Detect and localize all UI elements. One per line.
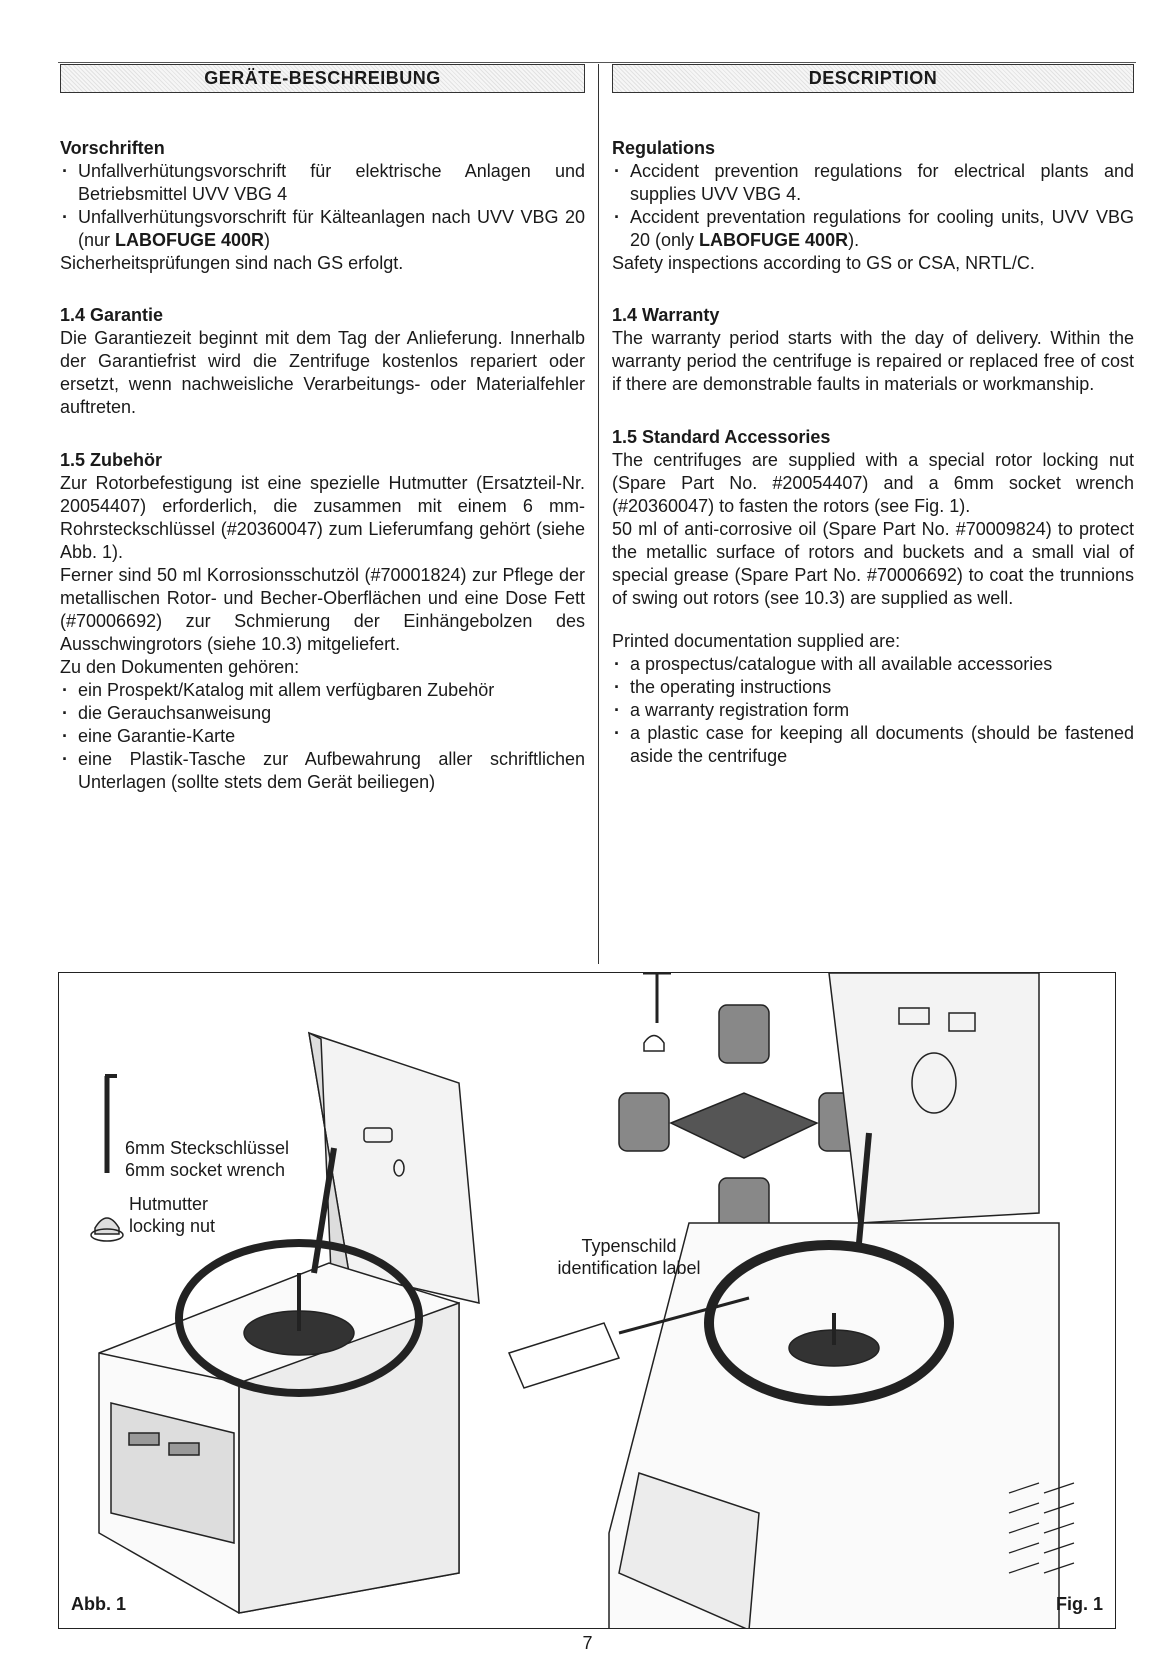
- en-doc-item: · a prospectus/catalogue with all available accessories: [612, 653, 1134, 676]
- de-accessories-title: 1.5 Zubehör: [60, 450, 163, 470]
- de-doc-item: · eine Plastik-Tasche zur Aufbewahrung aller schriftlichen Unterlagen (sollte stets dem Gerät beiliegen): [60, 748, 585, 794]
- top-rule: [58, 62, 1136, 63]
- en-docs-title: Printed documentation supplied are:: [612, 631, 901, 651]
- de-doc-item: · ein Prospekt/Katalog mit allem verfügbaren Zubehör: [60, 679, 585, 702]
- english-header: [612, 64, 1134, 93]
- en-accessories-title: 1.5 Standard Accessories: [612, 427, 831, 447]
- german-column: [60, 64, 585, 794]
- de-regulations-list: [60, 160, 585, 252]
- de-docs-list: [60, 679, 585, 794]
- swing-rotor: [671, 1093, 817, 1158]
- column-divider: [598, 64, 599, 964]
- german-header-text: GERÄTE-BESCHREIBUNG: [204, 68, 441, 88]
- centrifuge-figure: [58, 972, 1116, 1629]
- de-warranty-title: 1.4 Garantie: [60, 305, 164, 325]
- de-regulation-item: · Unfallverhütungsvorschrift für Kälteanlagen nach UVV VBG 20 (nur LABOFUGE 400R): [60, 206, 585, 252]
- en-regulations-title: Regulations: [612, 138, 716, 158]
- english-header-text: DESCRIPTION: [808, 68, 938, 88]
- de-doc-item: · die Gerauchsanweisung: [60, 702, 585, 725]
- de-safety-note: Sicherheitsprüfungen sind nach GS erfolgt.: [60, 253, 404, 273]
- en-regulation-item: · Accident preventation regulations for cooling units, UVV VBG 20 (only LABOFUGE 400R).: [612, 206, 1134, 252]
- en-docs-list: [612, 653, 1134, 768]
- de-regulations-title: Vorschriften: [60, 138, 165, 158]
- en-accessories-paragraph: 50 ml of anti-corrosive oil (Spare Part No. #70009824) to protect the metallic surface of rotors and buckets and a small vial of special grease (Spare Part No. #70006692) to coat the trunnions of swing out rotors (see 10.3) are supplied as well.: [612, 519, 1134, 608]
- en-doc-item: · the operating instructions: [612, 676, 1134, 699]
- en-warranty-title: 1.4 Warranty: [612, 305, 720, 325]
- english-column: [612, 64, 1134, 768]
- en-doc-item: · a plastic case for keeping all documents (should be fastened aside the centrifuge: [612, 722, 1134, 768]
- nut-caption: Hutmutter locking nut: [129, 1194, 216, 1236]
- typelabel-caption: Typenschild identification label: [557, 1236, 701, 1278]
- en-regulations-list: [612, 160, 1134, 252]
- en-regulation-item: · Accident prevention regulations for electrical plants and supplies UVV VBG 4.: [612, 160, 1134, 206]
- en-doc-item: · a warranty registration form: [612, 699, 1134, 722]
- figure-label-en: Fig. 1: [1055, 1594, 1103, 1614]
- en-accessories-paragraph: The centrifuges are supplied with a special rotor locking nut (Spare Part No. #20054407) and a 6mm socket wrench (#20360047) to fasten the rotors (see Fig. 1).: [612, 450, 1134, 516]
- de-accessories-paragraph: Ferner sind 50 ml Korrosionsschutzöl (#70001824) zur Pflege der metallischen Rotor- und Becher-Oberflächen und eine Dose Fett (#70006692) zur Schmierung der Einhängebolzen des Ausschwingrotors (siehe 10.3) mitgeliefert.: [60, 565, 585, 654]
- de-accessories-paragraph: Zur Rotorbefestigung ist eine spezielle Hutmutter (Ersatzteil-Nr. 20054407) erforderlich, die zusammen mit einem 6 mm-Rohrsteckschlüssel (#20360047) zum Lieferumfang gehört (siehe Abb. 1).: [60, 473, 585, 562]
- en-safety-note: Safety inspections according to GS or CSA, NRTL/C.: [612, 253, 1035, 273]
- de-docs-title: Zu den Dokumenten gehören:: [60, 657, 300, 677]
- identification-label-card: [509, 1323, 619, 1388]
- model-name: LABOFUGE 400R: [115, 230, 265, 250]
- centrifuge-illustration: [59, 973, 1116, 1629]
- en-warranty-text: The warranty period starts with the day of delivery. Within the warranty period the centrifuge is repaired or replaced free of cost if there are demonstrable faults in materials or workmanship.: [612, 328, 1134, 394]
- de-doc-item: · eine Garantie-Karte: [60, 725, 585, 748]
- figure-label-de: Abb. 1: [71, 1594, 127, 1614]
- page-number: 7: [582, 1633, 593, 1653]
- de-regulation-item: · Unfallverhütungsvorschrift für elektrische Anlagen und Betriebsmittel UVV VBG 4: [60, 160, 585, 206]
- model-name: LABOFUGE 400R: [699, 230, 849, 250]
- german-header: [60, 64, 585, 93]
- right-lid: [829, 973, 1039, 1223]
- de-warranty-text: Die Garantiezeit beginnt mit dem Tag der Anlieferung. Innerhalb der Garantiefrist wird die Zentrifuge kostenlos repariert oder ersetzt, wenn nachweisliche Verarbeitungs- oder Materialfehler auftreten.: [60, 328, 585, 417]
- wrench-caption: 6mm Steckschlüssel 6mm socket wrench: [125, 1138, 290, 1180]
